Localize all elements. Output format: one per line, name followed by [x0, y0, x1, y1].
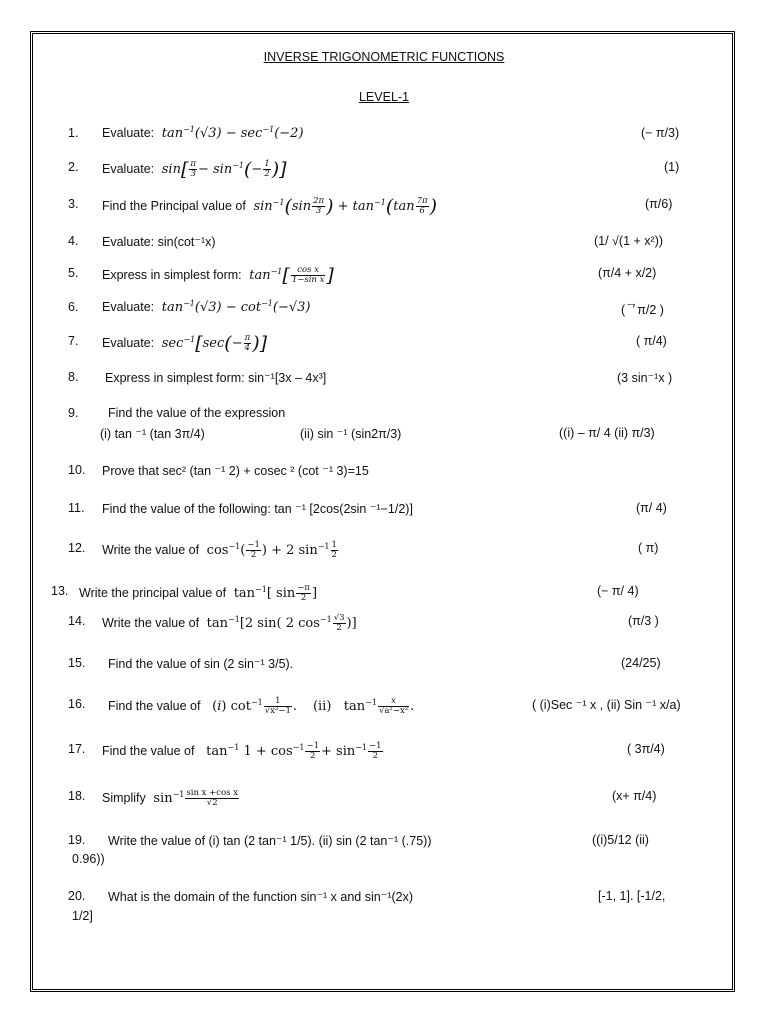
question-number: 19.	[68, 833, 86, 847]
question-text: Write the principal value of $\tan^{-1}$[ sin $\frac{-\pi}{2}$ ]	[79, 583, 318, 603]
question-2	[0, 160, 768, 182]
question-19-cont	[0, 852, 768, 874]
answer: (1/ √(1 + x²))	[594, 234, 664, 248]
question-6	[0, 300, 768, 322]
question-number: 6.	[68, 300, 79, 314]
answer: (π/6)	[645, 197, 673, 211]
question-number: 14.	[68, 614, 86, 628]
question-11	[0, 501, 768, 523]
page-title: INVERSE TRIGONOMETRIC FUNCTIONS	[263, 50, 505, 64]
answer: (− π/3)	[641, 126, 680, 140]
answer: (− π/ 4)	[597, 584, 639, 598]
question-text: Evaluate: $\sec^{-1}[\sec(-$ $\frac{\pi}{4}$ )]	[102, 332, 268, 355]
question-4	[0, 234, 768, 256]
question-9	[0, 406, 768, 428]
question-number: 3.	[68, 197, 79, 211]
question-number: 9.	[68, 406, 79, 420]
question-text: Evaluate: sin(cot⁻¹x)	[102, 235, 216, 249]
question-number: 18.	[68, 789, 86, 803]
answer: (π/3 )	[628, 614, 659, 628]
question-text: Write the value of $\tan^{-1}[2$ sin( 2 $\cos^{-1}$ $\frac{√3}{2}$ )]	[102, 613, 357, 633]
question-16	[0, 697, 768, 719]
question-math: $\tan^{-1}$[ $\frac{\text{cos x}}{\text{1−sin x}}$ ]	[245, 264, 334, 287]
question-math: $\tan^{-1}(√3) - \cot^{-1}(-√3)$	[157, 299, 311, 315]
question-5	[0, 266, 768, 288]
answer: ((i)5/12 (ii)	[592, 833, 649, 847]
answer: (π/ 4)	[636, 501, 667, 515]
question-10	[0, 463, 768, 485]
question-math: $\tan^{-1}(√3) - \sec^{-1}(-2)$	[157, 125, 304, 141]
question-8	[0, 370, 768, 392]
answer: ( π/4)	[636, 334, 667, 348]
answer: ((i) – π/ 4 (ii) π/3)	[559, 426, 655, 440]
answer-continued: 1/2]	[72, 909, 93, 923]
question-math: $\sin^{-1}(\sin$ $\frac{2\pi}{3}$ ) + $\tan^{-1}(\tan$ $\frac{7\pi}{6}$ )	[249, 195, 438, 218]
question-text: What is the domain of the function sin⁻¹ x and sin⁻¹(2x)	[108, 890, 413, 904]
question-number: 2.	[68, 160, 79, 174]
question-17	[0, 742, 768, 764]
question-math: $\sec^{-1}[\sec(-$ $\frac{\pi}{4}$ )]	[157, 332, 268, 355]
question-text: Evaluate: $\tan^{-1}(√3) - \cot^{-1}(-√3)$	[102, 299, 311, 315]
question-number: 16.	[68, 697, 86, 711]
question-text: Find the Principal value of $\sin^{-1}(\sin$ $\frac{2\pi}{3}$ ) + $\tan^{-1}(\tan$ $\frac{7\pi}{6}$ )	[102, 195, 438, 218]
question-math-i: (i) $\cot^{-1}$ $\frac{1}{\text{√x²−1}}$ .	[203, 696, 298, 716]
question-12	[0, 541, 768, 563]
question-math: $\tan^{-1}$[ sin $\frac{-\pi}{2}$ ]	[229, 583, 318, 603]
question-text: Simplify $\sin^{-1}$ $\frac{\text{sin x +cos x}}{√2}$	[102, 788, 239, 808]
question-text: Evaluate: sin[ $\frac{\pi}{3}$ − $\sin^{-1}(-$ $\frac{1}{2}$ )]	[102, 158, 287, 181]
question-text: Write the value of $\cos^{-1}$( $\frac{-1}{2}$ ) + 2 $\sin^{-1}$ $\frac{1}{2}$	[102, 540, 337, 560]
question-text: Find the value of (i) $\cot^{-1}$ $\frac{1}{\text{√x²−1}}$ . (ii) $\tan^{-1}$ $\frac{x}{\text{√a²−x²}}$ .	[108, 696, 415, 716]
answer: (x+ π/4)	[612, 789, 657, 803]
answer: [-1, 1]. [-1/2,	[598, 889, 666, 903]
answer: ( (i)Sec ⁻¹ x , (ii) Sin ⁻¹ x/a)	[532, 698, 681, 712]
question-number: 17.	[68, 742, 86, 756]
question-text: Prove that sec² (tan ⁻¹ 2) + cosec ² (cot ⁻¹ 3)=15	[102, 464, 369, 478]
question-text: Find the value of the expression	[108, 406, 286, 420]
answer: (π/4 + x/2)	[598, 266, 657, 280]
question-18	[0, 789, 768, 811]
question-text: Evaluate: $\tan^{-1}(√3) - \sec^{-1}(-2)$	[102, 125, 304, 141]
question-math: $\tan^{-1}[2$ sin( 2 $\cos^{-1}$ $\frac{√3}{2}$ )]	[202, 613, 357, 633]
question-text: Find the value of the following: tan ⁻¹ [2cos(2sin ⁻¹−1/2)]	[102, 502, 413, 516]
question-number: 4.	[68, 234, 79, 248]
level-heading: LEVEL-1	[358, 90, 410, 104]
question-text: Find the value of $\tan^{-1} 1 + \cos^{-1}$ $\frac{-1}{2}$ + $\sin^{-1}$ $\frac{-1}{2}$	[102, 741, 382, 761]
sub-question-ii: (ii) sin ⁻¹ (sin2π/3)	[300, 427, 402, 441]
sub-question-i: (i) tan ⁻¹ (tan 3π/4)	[100, 427, 205, 441]
question-number: 8.	[68, 370, 79, 384]
question-math: sin[ $\frac{\pi}{3}$ − $\sin^{-1}(-$ $\frac{1}{2}$ )]	[157, 158, 287, 181]
question-7	[0, 334, 768, 356]
question-number: 1.	[68, 126, 79, 140]
question-14	[0, 614, 768, 636]
question-13	[0, 584, 768, 606]
question-number: 11.	[68, 501, 85, 515]
question-number: 20.	[68, 889, 86, 903]
answer: ( π)	[638, 541, 659, 555]
question-number: 13.	[51, 584, 69, 598]
question-text: Find the value of sin (2 sin⁻¹ 3/5).	[108, 657, 294, 671]
question-text: Write the value of (i) tan (2 tan⁻¹ 1/5). (ii) sin (2 tan⁻¹ (.75))	[108, 834, 432, 848]
question-text: Express in simplest form: $\tan^{-1}$[ $\frac{\text{cos x}}{\text{1−sin x}}$ ]	[102, 264, 334, 287]
question-number: 10.	[68, 463, 86, 477]
question-number: 7.	[68, 334, 79, 348]
answer: (1)	[664, 160, 680, 174]
question-20-cont	[0, 909, 768, 931]
answer: ( 3π/4)	[627, 742, 665, 756]
question-text: Express in simplest form: sin⁻¹[3x – 4x³]	[105, 371, 327, 385]
question-3	[0, 197, 768, 219]
question-1	[0, 126, 768, 148]
question-number: 15.	[68, 656, 86, 670]
question-math: $\sin^{-1}$ $\frac{\text{sin x +cos x}}{√2}$	[149, 788, 239, 808]
question-number: 5.	[68, 266, 79, 280]
question-math-ii: (ii) $\tan^{-1}$ $\frac{x}{\text{√a²−x²}}$ .	[300, 696, 415, 716]
question-15	[0, 656, 768, 678]
answer-continued: 0.96))	[72, 852, 105, 866]
answer: (24/25)	[621, 656, 661, 670]
question-number: 12.	[68, 541, 86, 555]
question-20	[0, 889, 768, 911]
answer: (3 sin⁻¹x )	[617, 371, 673, 385]
question-math: $\cos^{-1}$( $\frac{-1}{2}$ ) + 2 $\sin^{-1}$ $\frac{1}{2}$	[202, 540, 337, 560]
answer: (ᄀπ/2 )	[621, 303, 664, 317]
question-9-parts	[0, 426, 768, 448]
question-math: $\tan^{-1} 1 + \cos^{-1}$ $\frac{-1}{2}$ + $\sin^{-1}$ $\frac{-1}{2}$	[197, 741, 382, 761]
